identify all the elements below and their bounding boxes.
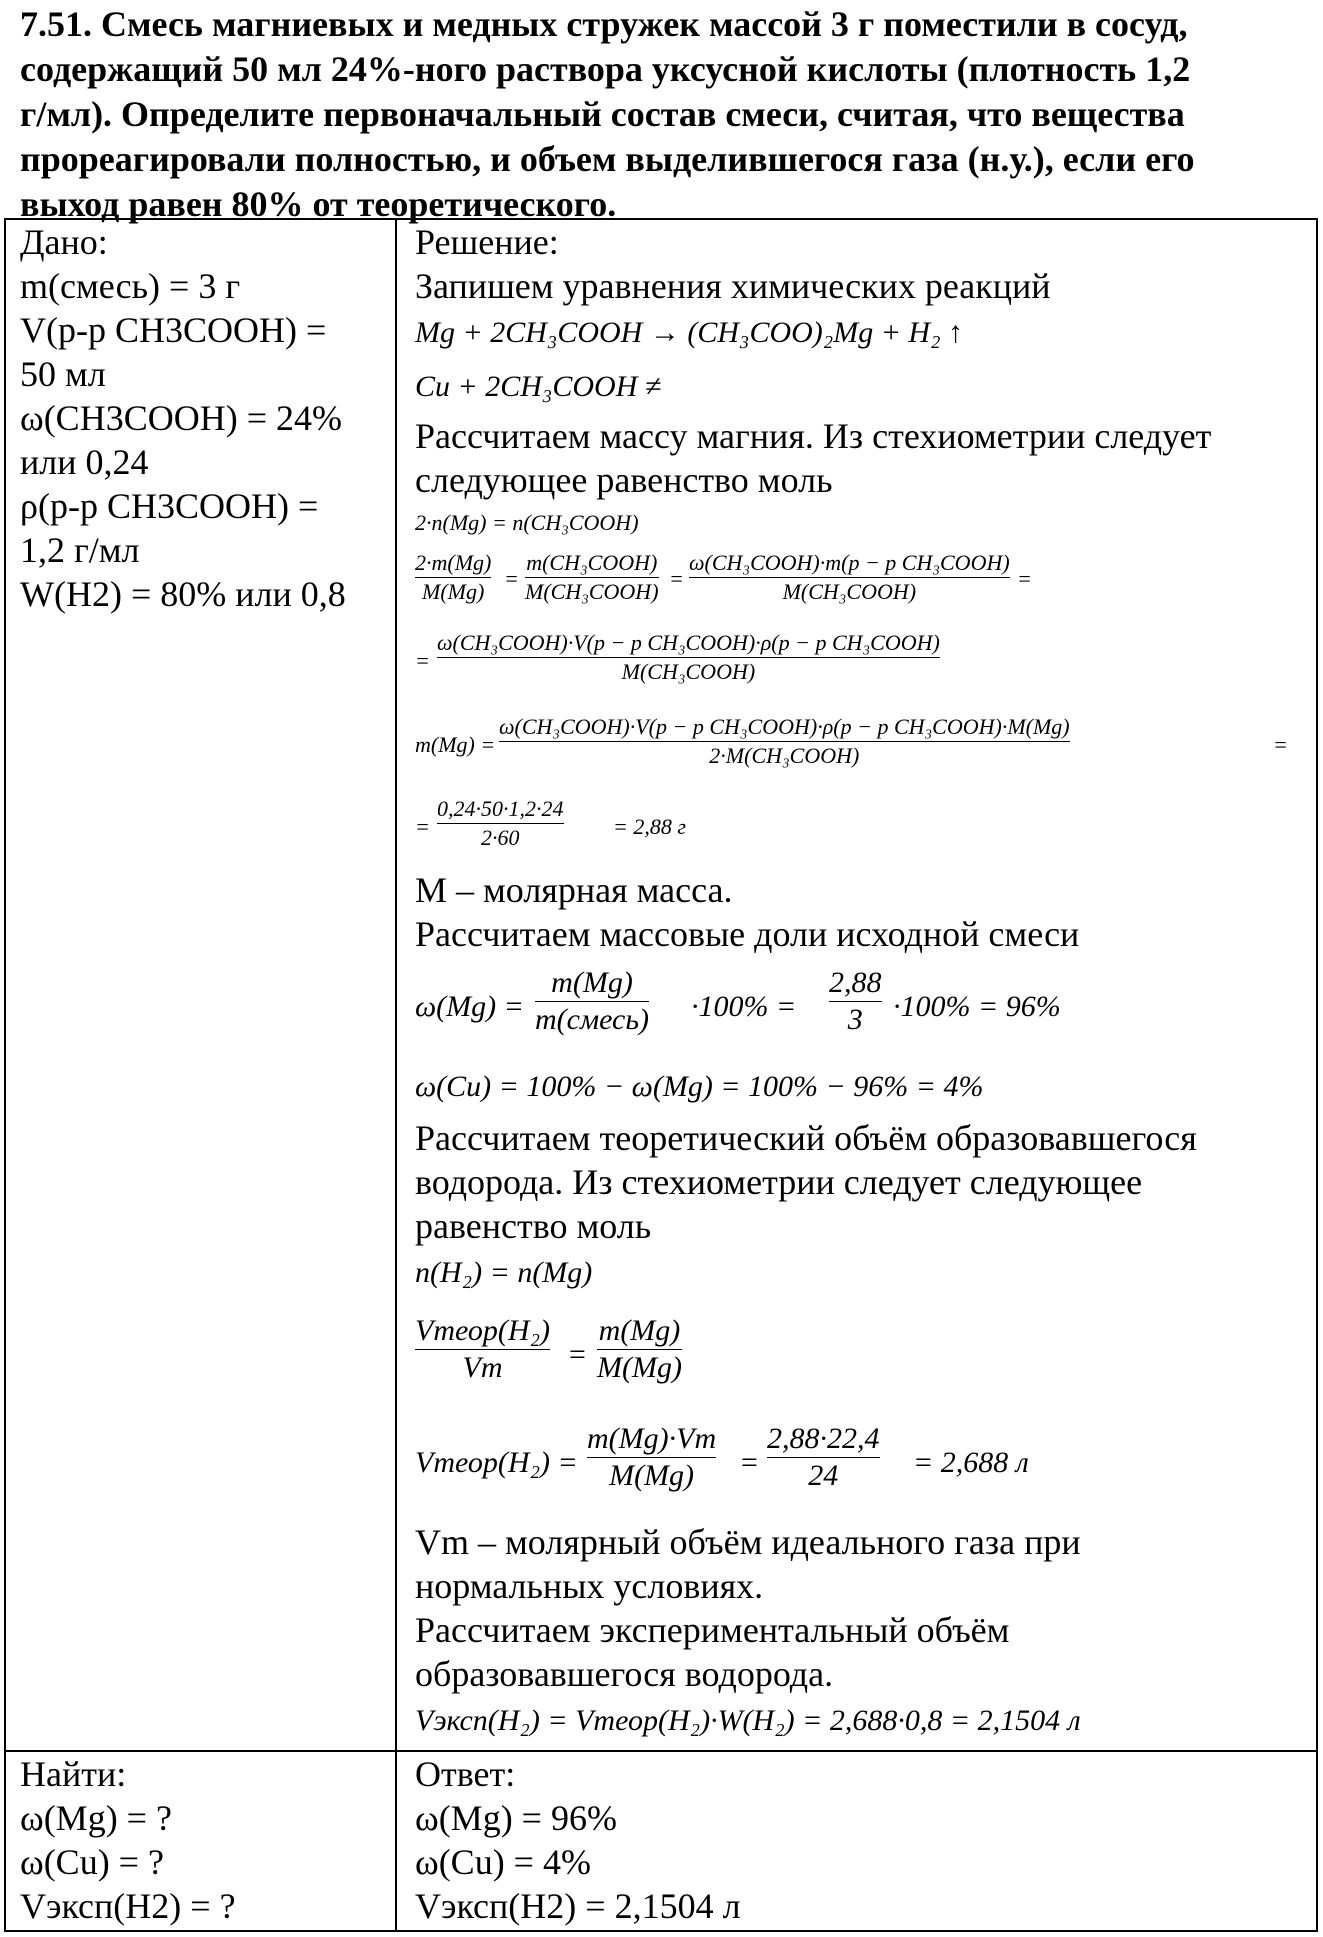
result: = 2,688 л — [913, 1446, 1029, 1479]
solution-text: нормальных условиях. — [415, 1566, 764, 1606]
denominator: M(Mg) — [609, 1459, 695, 1492]
formula: 2·n(Mg) = n(CH₃COOH) — [415, 510, 639, 535]
numerator: 0,24·50·1,2·24 — [437, 796, 564, 821]
numerator: 2·m(Mg) — [415, 550, 492, 575]
answer-header: Ответ: — [415, 1754, 516, 1794]
answer-line: ω(Cu) = 4% — [415, 1842, 591, 1882]
solution-text: образовавшегося водорода. — [415, 1654, 834, 1694]
numerator: Vтеор(H₂) — [415, 1314, 550, 1347]
numerator: ω(CH₃COOH)·m(p − p CH₃COOH) — [689, 550, 1010, 575]
problem-line: г/мл). Определите первоначальный состав смеси, считая, что вещества — [20, 94, 1185, 134]
fraction — [415, 1314, 550, 1385]
given-line: V(р-р CH3COOH) = — [20, 310, 327, 350]
formula-lhs: ω(Mg) = — [415, 990, 524, 1023]
problem-line: 7.51. Смесь магниевых и медных стружек массой 3 г поместили в сосуд, — [20, 4, 1188, 44]
fraction — [499, 714, 1070, 769]
equals-sign: = — [504, 566, 519, 591]
problem-statement — [20, 2, 1310, 227]
find-line: ω(Mg) = ? — [20, 1798, 172, 1838]
equals-sign: = — [415, 814, 430, 839]
denominator: M(CH₃COOH) — [782, 579, 917, 604]
find-line: Vэксп(H2) = ? — [20, 1886, 236, 1926]
denominator: Vm — [462, 1351, 503, 1384]
fraction — [535, 966, 649, 1037]
denominator: M(CH₃COOH) — [525, 579, 659, 604]
denominator: M(Mg) — [422, 579, 485, 604]
solution-text: Vm – молярный объём идеального газа при — [415, 1522, 1081, 1562]
denominator: m(смесь) — [535, 1003, 649, 1036]
denominator: M(Mg) — [597, 1351, 682, 1384]
fraction — [597, 1314, 682, 1385]
solution-text: Запишем уравнения химических реакций — [415, 266, 1051, 306]
given-line: 50 мл — [20, 354, 106, 394]
numerator: m(Mg)·Vm — [587, 1422, 717, 1455]
formula: ω(Cu) = 100% − ω(Mg) = 100% − 96% = 4% — [415, 1070, 984, 1103]
numerator: m(Mg) — [551, 966, 633, 999]
numerator: 2,88 — [829, 966, 882, 999]
fraction — [437, 796, 564, 851]
solution-text: M – молярная масса. — [415, 870, 733, 910]
formula-lhs: m(Mg) = — [415, 732, 496, 757]
denominator: 2·60 — [481, 825, 520, 850]
solution-table — [4, 218, 1318, 1932]
numerator: m(CH₃COOH) — [526, 550, 658, 575]
equals-sign: = — [415, 648, 430, 673]
fraction — [829, 966, 882, 1037]
numerator: m(Mg) — [598, 1314, 681, 1347]
equals-sign: = — [1273, 732, 1288, 757]
equals-sign: = — [739, 1446, 760, 1479]
formula-lhs: Vтеор(H₂) = — [415, 1446, 578, 1479]
given-header: Дано: — [20, 222, 108, 262]
answer-line: Vэксп(H2) = 2,1504 л — [415, 1886, 741, 1926]
equals-sign: = — [567, 1338, 588, 1371]
answer-cell — [395, 1750, 1318, 1932]
result: = 2,88 г — [613, 814, 686, 839]
fraction — [587, 1422, 716, 1493]
solution-text: равенство моль — [415, 1206, 652, 1246]
numerator: ω(CH₃COOH)·V(p − p CH₃COOH)·ρ(p − p CH₃COOH) — [437, 630, 940, 655]
given-line: или 0,24 — [20, 442, 149, 482]
denominator: 3 — [847, 1003, 863, 1036]
solution-text: Рассчитаем массу магния. Из стехиометрии следует — [415, 416, 1212, 456]
denominator: 24 — [808, 1459, 839, 1492]
find-line: ω(Cu) = ? — [20, 1842, 164, 1882]
given-cell — [4, 218, 397, 1752]
given-line: ω(CH3COOH) = 24% — [20, 398, 342, 438]
numerator: ω(CH₃COOH)·V(p − p CH₃COOH)·ρ(p − p CH₃COOH)·M(Mg) — [499, 714, 1070, 739]
fraction — [415, 550, 491, 605]
fraction — [689, 550, 1010, 605]
result: ·100% = 96% — [893, 990, 1061, 1023]
given-line: W(H2) = 80% или 0,8 — [20, 574, 346, 614]
fraction — [767, 1422, 880, 1493]
reaction-equation-cu: Cu + 2CH₃COOH ≠ — [415, 370, 662, 403]
problem-line: выход равен 80% от теоретического. — [20, 184, 617, 224]
solution-text: Рассчитаем экспериментальный объём — [415, 1610, 1010, 1650]
solution-text: Рассчитаем массовые доли исходной смеси — [415, 914, 1080, 954]
equals-sign: = — [1017, 566, 1032, 591]
numerator: 2,88·22,4 — [767, 1422, 880, 1455]
denominator: M(CH₃COOH) — [621, 659, 756, 684]
fraction — [437, 630, 940, 685]
solution-header: Решение: — [415, 222, 559, 262]
reaction-equation-mg: Mg + 2CH₃COOH → (CH₃COO)₂Mg + H₂ ↑ — [415, 316, 964, 349]
find-cell — [4, 1750, 397, 1932]
formula: n(H₂) = n(Mg) — [415, 1256, 593, 1289]
solution-cell — [395, 218, 1318, 1752]
formula-middle: ·100% = — [691, 990, 797, 1023]
solution-text: Рассчитаем теоретический объём образовавшегося — [415, 1118, 1197, 1158]
solution-text: следующее равенство моль — [415, 460, 833, 500]
problem-line: прореагировали полностью, и объем выделившегося газа (н.у.), если его — [20, 139, 1195, 179]
formula: Vэксп(H₂) = Vтеор(H₂)·W(H₂) = 2,688·0,8 = 2,1504 л — [415, 1704, 1081, 1737]
given-line: ρ(р-р CH3COOH) = — [20, 486, 319, 526]
find-header: Найти: — [20, 1754, 127, 1794]
denominator: 2·M(CH₃COOH) — [709, 743, 860, 768]
solution-text: водорода. Из стехиометрии следует следующее — [415, 1162, 1143, 1202]
answer-line: ω(Mg) = 96% — [415, 1798, 617, 1838]
problem-line: содержащий 50 мл 24%-ного раствора уксусной кислоты (плотность 1,2 — [20, 49, 1191, 89]
given-line: 1,2 г/мл — [20, 530, 140, 570]
equals-sign: = — [669, 566, 684, 591]
given-line: m(смесь) = 3 г — [20, 266, 241, 306]
fraction — [525, 550, 659, 605]
